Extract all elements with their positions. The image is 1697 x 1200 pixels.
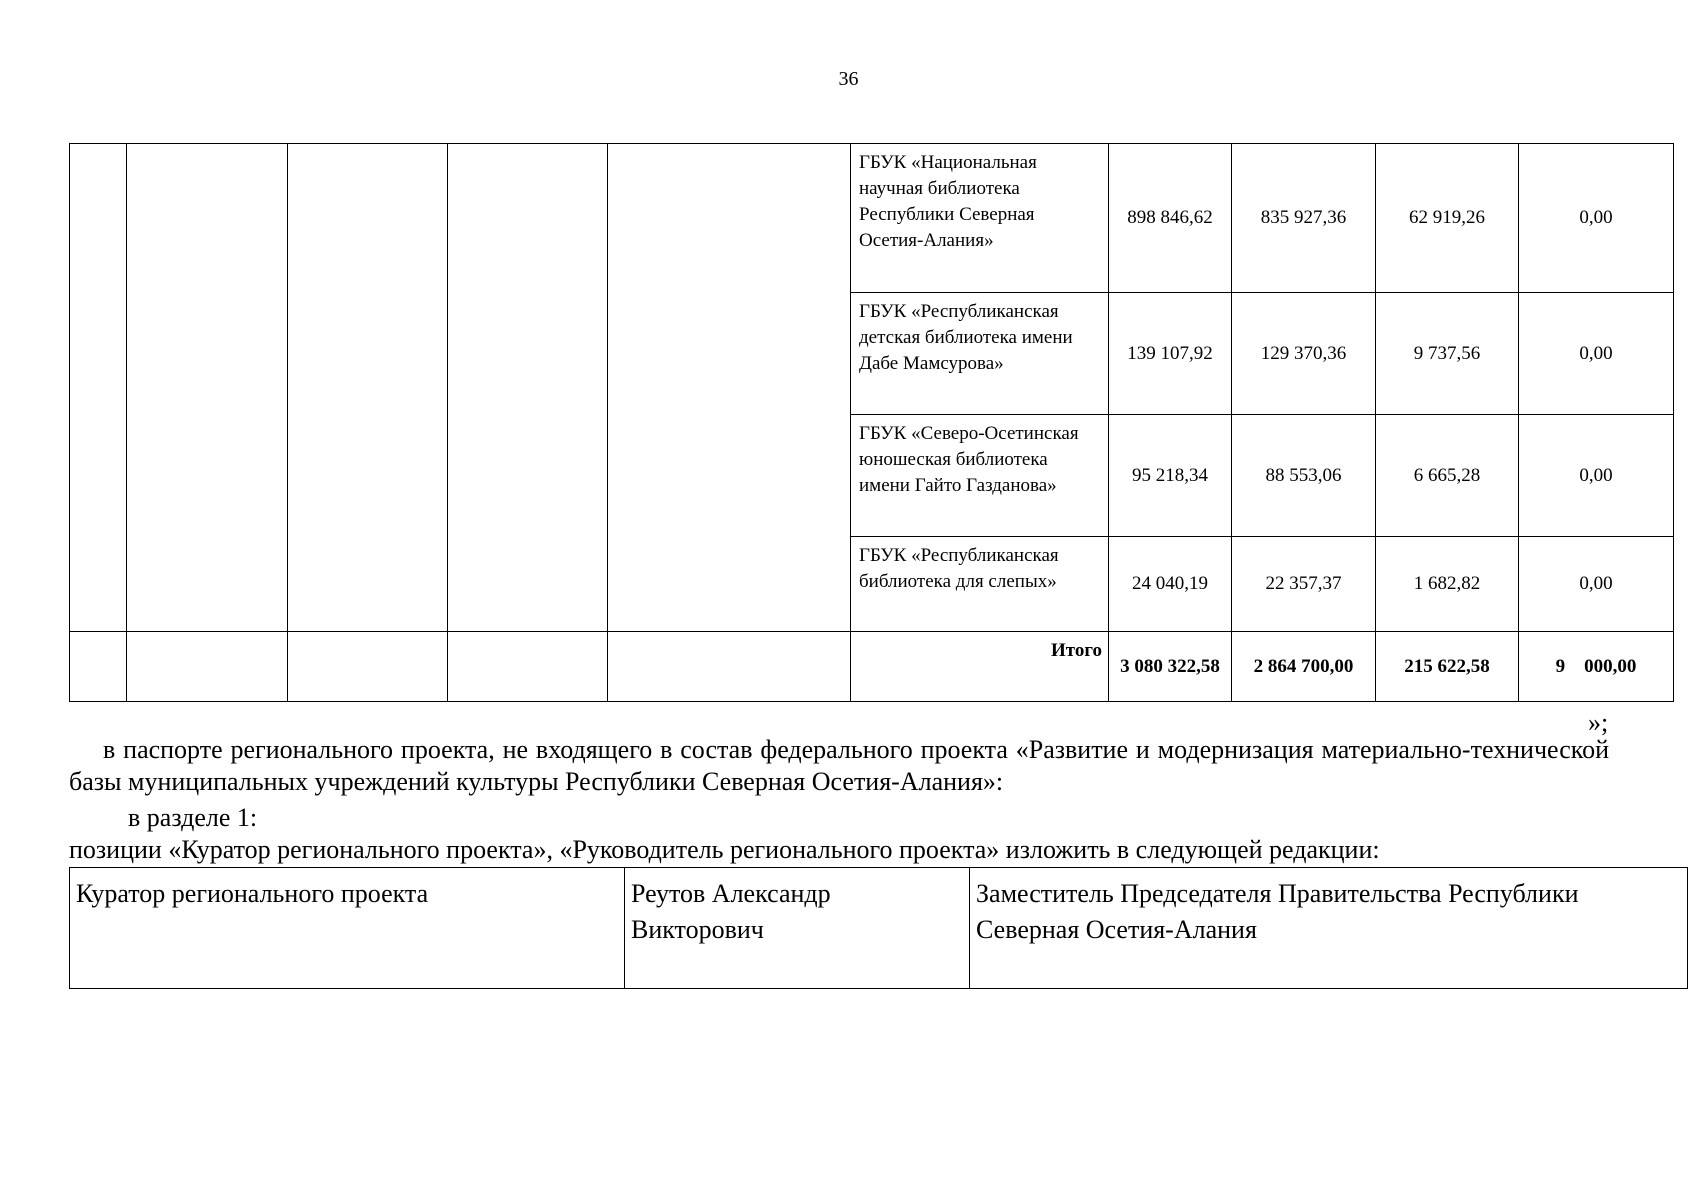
amount-other: 0,00 bbox=[1519, 293, 1674, 415]
total-amount: 3 080 322,58 bbox=[1109, 632, 1232, 702]
total-federal: 2 864 700,00 bbox=[1232, 632, 1376, 702]
empty-cell bbox=[608, 144, 851, 632]
finance-table bbox=[69, 143, 1674, 702]
role-cell: Куратор регионального проекта bbox=[70, 868, 625, 989]
paragraph-section: в разделе 1: bbox=[128, 803, 258, 832]
empty-cell bbox=[288, 144, 448, 632]
paragraph-positions: позиции «Куратор регионального проекта», «Руководитель регионального проекта» изложить в следующей редакции: bbox=[69, 835, 1380, 864]
title-cell: Заместитель Председателя Правительства Республики Северная Осетия-Алания bbox=[970, 868, 1688, 989]
amount-total: 139 107,92 bbox=[1109, 293, 1232, 415]
amount-federal: 835 927,36 bbox=[1232, 144, 1376, 293]
total-regional: 215 622,58 bbox=[1376, 632, 1519, 702]
total-other: 9 000,00 bbox=[1519, 632, 1674, 702]
closing-quote: »; bbox=[1588, 708, 1609, 737]
table-row bbox=[70, 144, 1674, 293]
institution-name: ГБУК «Национальная научная библиотека Республики Северная Осетия-Алания» bbox=[851, 144, 1109, 293]
table-row bbox=[70, 868, 1688, 989]
empty-cell bbox=[70, 632, 127, 702]
institution-name: ГБУК «Республиканская детская библиотека имени Дабе Мамсурова» bbox=[851, 293, 1109, 415]
amount-other: 0,00 bbox=[1519, 144, 1674, 293]
amount-regional: 9 737,56 bbox=[1376, 293, 1519, 415]
amount-federal: 22 357,37 bbox=[1232, 537, 1376, 632]
empty-cell bbox=[127, 144, 288, 632]
total-row bbox=[70, 632, 1674, 702]
amount-total: 95 218,34 bbox=[1109, 415, 1232, 537]
paragraph-passport: в паспорте регионального проекта, не входящего в состав федерального проекта «Развитие и модернизация материально-технической базы муниципальных учреждений культуры Республики Северная Осетия-Алания»: bbox=[69, 735, 1609, 796]
amount-federal: 129 370,36 bbox=[1232, 293, 1376, 415]
amount-total: 898 846,62 bbox=[1109, 144, 1232, 293]
person-cell: Реутов Александр Викторович bbox=[625, 868, 970, 989]
amount-other: 0,00 bbox=[1519, 537, 1674, 632]
empty-cell bbox=[448, 144, 608, 632]
empty-cell bbox=[127, 632, 288, 702]
amount-regional: 62 919,26 bbox=[1376, 144, 1519, 293]
amount-regional: 1 682,82 bbox=[1376, 537, 1519, 632]
empty-cell bbox=[288, 632, 448, 702]
empty-cell bbox=[70, 144, 127, 632]
institution-name: ГБУК «Республиканская библиотека для слепых» bbox=[851, 537, 1109, 632]
amount-federal: 88 553,06 bbox=[1232, 415, 1376, 537]
amount-other: 0,00 bbox=[1519, 415, 1674, 537]
page-number: 36 bbox=[838, 68, 859, 90]
institution-name: ГБУК «Северо-Осетинская юношеская библиотека имени Гайто Газданова» bbox=[851, 415, 1109, 537]
amount-regional: 6 665,28 bbox=[1376, 415, 1519, 537]
positions-table bbox=[69, 867, 1688, 989]
amount-total: 24 040,19 bbox=[1109, 537, 1232, 632]
total-label: Итого bbox=[851, 632, 1109, 702]
empty-cell bbox=[448, 632, 608, 702]
empty-cell bbox=[608, 632, 851, 702]
